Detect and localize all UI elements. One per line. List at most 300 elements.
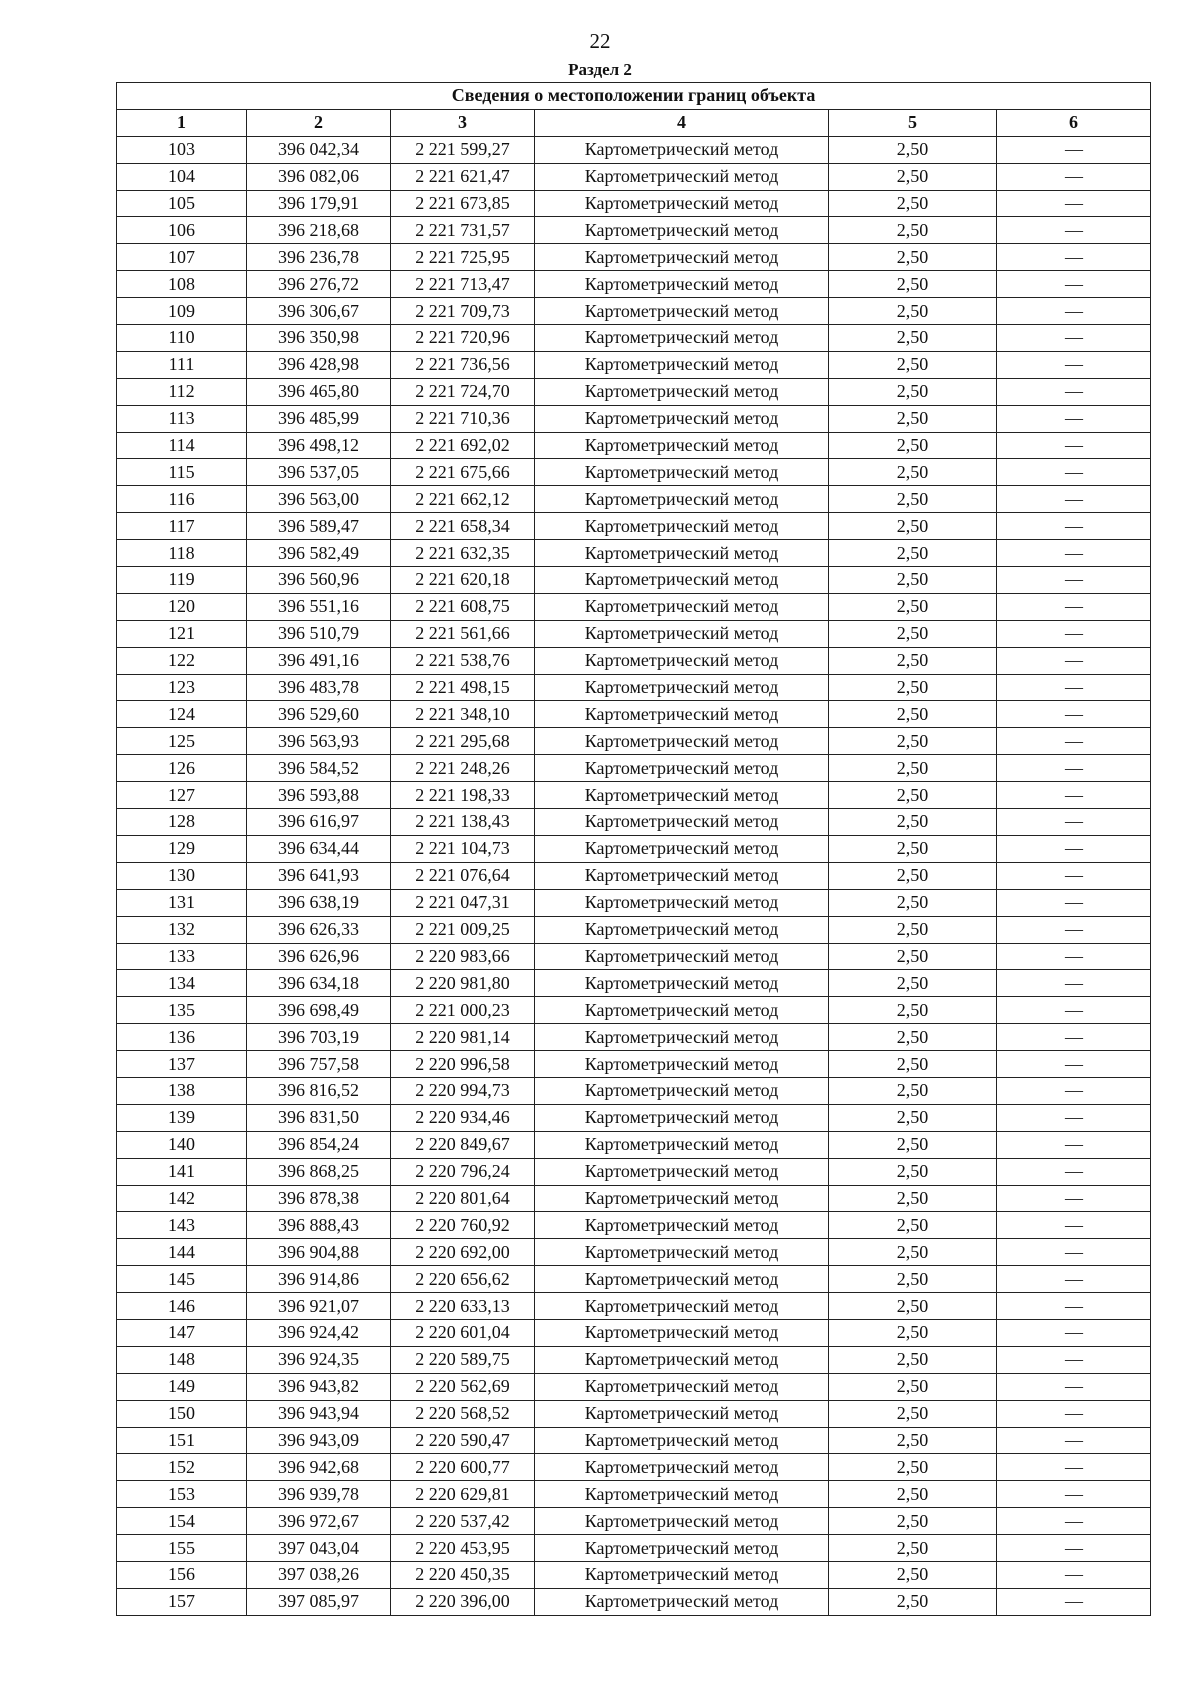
table-row	[117, 1051, 1151, 1078]
y-coordinate-cell: 2 220 983,66	[391, 943, 535, 970]
y-coordinate-cell: 2 221 198,33	[391, 782, 535, 809]
note-cell: —	[997, 1346, 1151, 1373]
method-cell: Картометрический метод	[535, 1077, 829, 1104]
y-coordinate-cell: 2 221 720,96	[391, 325, 535, 352]
y-coordinate-cell: 2 220 568,52	[391, 1400, 535, 1427]
x-coordinate-cell: 396 703,19	[247, 1024, 391, 1051]
accuracy-cell: 2,50	[829, 1508, 997, 1535]
note-cell: —	[997, 1588, 1151, 1615]
x-coordinate-cell: 396 904,88	[247, 1239, 391, 1266]
point-number-cell: 110	[117, 325, 247, 352]
point-number-cell: 134	[117, 970, 247, 997]
table-row	[117, 432, 1151, 459]
x-coordinate-cell: 396 510,79	[247, 620, 391, 647]
method-cell: Картометрический метод	[535, 1535, 829, 1562]
table-row	[117, 1077, 1151, 1104]
accuracy-cell: 2,50	[829, 835, 997, 862]
method-cell: Картометрический метод	[535, 567, 829, 594]
table-row	[117, 1588, 1151, 1615]
point-number-cell: 125	[117, 728, 247, 755]
note-cell: —	[997, 217, 1151, 244]
x-coordinate-cell: 397 085,97	[247, 1588, 391, 1615]
y-coordinate-cell: 2 220 396,00	[391, 1588, 535, 1615]
x-coordinate-cell: 396 560,96	[247, 567, 391, 594]
table-row	[117, 486, 1151, 513]
x-coordinate-cell: 396 626,96	[247, 943, 391, 970]
x-coordinate-cell: 396 943,82	[247, 1373, 391, 1400]
method-cell: Картометрический метод	[535, 1266, 829, 1293]
table-row	[117, 271, 1151, 298]
y-coordinate-cell: 2 221 047,31	[391, 889, 535, 916]
accuracy-cell: 2,50	[829, 298, 997, 325]
table-row	[117, 217, 1151, 244]
accuracy-cell: 2,50	[829, 1535, 997, 1562]
point-number-cell: 111	[117, 351, 247, 378]
x-coordinate-cell: 397 043,04	[247, 1535, 391, 1562]
column-number: 5	[829, 109, 997, 136]
method-cell: Картометрический метод	[535, 163, 829, 190]
x-coordinate-cell: 396 698,49	[247, 997, 391, 1024]
table-row	[117, 136, 1151, 163]
y-coordinate-cell: 2 221 538,76	[391, 647, 535, 674]
point-number-cell: 132	[117, 916, 247, 943]
table-row	[117, 351, 1151, 378]
accuracy-cell: 2,50	[829, 620, 997, 647]
table-row	[117, 674, 1151, 701]
table-row	[117, 1508, 1151, 1535]
table-row	[117, 1427, 1151, 1454]
page-number: 22	[589, 29, 611, 53]
x-coordinate-cell: 396 942,68	[247, 1454, 391, 1481]
point-number-cell: 147	[117, 1319, 247, 1346]
x-coordinate-cell: 396 306,67	[247, 298, 391, 325]
note-cell: —	[997, 1427, 1151, 1454]
table-row	[117, 755, 1151, 782]
accuracy-cell: 2,50	[829, 755, 997, 782]
table-row	[117, 1346, 1151, 1373]
table-row	[117, 728, 1151, 755]
section-title: Раздел 2	[568, 60, 632, 79]
table-row	[117, 325, 1151, 352]
table-row	[117, 459, 1151, 486]
table-row	[117, 997, 1151, 1024]
column-number: 4	[535, 109, 829, 136]
point-number-cell: 156	[117, 1561, 247, 1588]
y-coordinate-cell: 2 220 600,77	[391, 1454, 535, 1481]
method-cell: Картометрический метод	[535, 405, 829, 432]
accuracy-cell: 2,50	[829, 916, 997, 943]
note-cell: —	[997, 835, 1151, 862]
method-cell: Картометрический метод	[535, 647, 829, 674]
point-number-cell: 133	[117, 943, 247, 970]
accuracy-cell: 2,50	[829, 163, 997, 190]
accuracy-cell: 2,50	[829, 540, 997, 567]
note-cell: —	[997, 862, 1151, 889]
note-cell: —	[997, 889, 1151, 916]
note-cell: —	[997, 271, 1151, 298]
y-coordinate-cell: 2 221 498,15	[391, 674, 535, 701]
x-coordinate-cell: 396 634,44	[247, 835, 391, 862]
y-coordinate-cell: 2 220 633,13	[391, 1293, 535, 1320]
x-coordinate-cell: 396 537,05	[247, 459, 391, 486]
table-row	[117, 1373, 1151, 1400]
note-cell: —	[997, 755, 1151, 782]
table-row	[117, 1400, 1151, 1427]
note-cell: —	[997, 1481, 1151, 1508]
accuracy-cell: 2,50	[829, 1239, 997, 1266]
table-row	[117, 1535, 1151, 1562]
table-row	[117, 1481, 1151, 1508]
x-coordinate-cell: 396 593,88	[247, 782, 391, 809]
point-number-cell: 153	[117, 1481, 247, 1508]
table-row	[117, 1185, 1151, 1212]
note-cell: —	[997, 916, 1151, 943]
table-row	[117, 916, 1151, 943]
accuracy-cell: 2,50	[829, 1051, 997, 1078]
note-cell: —	[997, 620, 1151, 647]
accuracy-cell: 2,50	[829, 1319, 997, 1346]
point-number-cell: 107	[117, 244, 247, 271]
y-coordinate-cell: 2 221 724,70	[391, 378, 535, 405]
method-cell: Картометрический метод	[535, 1400, 829, 1427]
method-cell: Картометрический метод	[535, 728, 829, 755]
accuracy-cell: 2,50	[829, 1212, 997, 1239]
x-coordinate-cell: 396 582,49	[247, 540, 391, 567]
table-header	[117, 83, 1151, 137]
x-coordinate-cell: 396 831,50	[247, 1104, 391, 1131]
point-number-cell: 106	[117, 217, 247, 244]
point-number-cell: 154	[117, 1508, 247, 1535]
point-number-cell: 120	[117, 593, 247, 620]
y-coordinate-cell: 2 220 796,24	[391, 1158, 535, 1185]
table-row	[117, 943, 1151, 970]
table-row	[117, 701, 1151, 728]
note-cell: —	[997, 1051, 1151, 1078]
column-number: 3	[391, 109, 535, 136]
note-cell: —	[997, 432, 1151, 459]
x-coordinate-cell: 396 498,12	[247, 432, 391, 459]
method-cell: Картометрический метод	[535, 136, 829, 163]
y-coordinate-cell: 2 220 994,73	[391, 1077, 535, 1104]
note-cell: —	[997, 1077, 1151, 1104]
table-row	[117, 378, 1151, 405]
accuracy-cell: 2,50	[829, 1158, 997, 1185]
x-coordinate-cell: 396 626,33	[247, 916, 391, 943]
method-cell: Картометрический метод	[535, 1319, 829, 1346]
note-cell: —	[997, 674, 1151, 701]
note-cell: —	[997, 1454, 1151, 1481]
accuracy-cell: 2,50	[829, 1131, 997, 1158]
x-coordinate-cell: 396 179,91	[247, 190, 391, 217]
y-coordinate-cell: 2 221 736,56	[391, 351, 535, 378]
table-row	[117, 835, 1151, 862]
point-number-cell: 148	[117, 1346, 247, 1373]
point-number-cell: 146	[117, 1293, 247, 1320]
y-coordinate-cell: 2 221 248,26	[391, 755, 535, 782]
point-number-cell: 122	[117, 647, 247, 674]
x-coordinate-cell: 396 276,72	[247, 271, 391, 298]
method-cell: Картометрический метод	[535, 1104, 829, 1131]
note-cell: —	[997, 1561, 1151, 1588]
table-row	[117, 1239, 1151, 1266]
accuracy-cell: 2,50	[829, 728, 997, 755]
method-cell: Картометрический метод	[535, 1588, 829, 1615]
accuracy-cell: 2,50	[829, 862, 997, 889]
point-number-cell: 140	[117, 1131, 247, 1158]
point-number-cell: 137	[117, 1051, 247, 1078]
accuracy-cell: 2,50	[829, 459, 997, 486]
method-cell: Картометрический метод	[535, 1293, 829, 1320]
accuracy-cell: 2,50	[829, 1346, 997, 1373]
y-coordinate-cell: 2 220 760,92	[391, 1212, 535, 1239]
method-cell: Картометрический метод	[535, 674, 829, 701]
note-cell: —	[997, 325, 1151, 352]
note-cell: —	[997, 970, 1151, 997]
table-row	[117, 1104, 1151, 1131]
point-number-cell: 127	[117, 782, 247, 809]
y-coordinate-cell: 2 221 608,75	[391, 593, 535, 620]
method-cell: Картометрический метод	[535, 1024, 829, 1051]
point-number-cell: 151	[117, 1427, 247, 1454]
point-number-cell: 126	[117, 755, 247, 782]
accuracy-cell: 2,50	[829, 1561, 997, 1588]
method-cell: Картометрический метод	[535, 486, 829, 513]
method-cell: Картометрический метод	[535, 943, 829, 970]
x-coordinate-cell: 396 584,52	[247, 755, 391, 782]
y-coordinate-cell: 2 221 710,36	[391, 405, 535, 432]
y-coordinate-cell: 2 220 656,62	[391, 1266, 535, 1293]
method-cell: Картометрический метод	[535, 1373, 829, 1400]
accuracy-cell: 2,50	[829, 486, 997, 513]
y-coordinate-cell: 2 221 621,47	[391, 163, 535, 190]
x-coordinate-cell: 396 972,67	[247, 1508, 391, 1535]
accuracy-cell: 2,50	[829, 190, 997, 217]
table-caption: Сведения о местоположении границ объекта	[117, 83, 1151, 110]
accuracy-cell: 2,50	[829, 1293, 997, 1320]
point-number-cell: 116	[117, 486, 247, 513]
x-coordinate-cell: 396 563,00	[247, 486, 391, 513]
table-row	[117, 405, 1151, 432]
column-number: 6	[997, 109, 1151, 136]
method-cell: Картометрический метод	[535, 1212, 829, 1239]
x-coordinate-cell: 396 529,60	[247, 701, 391, 728]
y-coordinate-cell: 2 221 104,73	[391, 835, 535, 862]
point-number-cell: 136	[117, 1024, 247, 1051]
table-row	[117, 782, 1151, 809]
method-cell: Картометрический метод	[535, 378, 829, 405]
accuracy-cell: 2,50	[829, 809, 997, 836]
method-cell: Картометрический метод	[535, 755, 829, 782]
y-coordinate-cell: 2 220 589,75	[391, 1346, 535, 1373]
accuracy-cell: 2,50	[829, 1077, 997, 1104]
point-number-cell: 155	[117, 1535, 247, 1562]
x-coordinate-cell: 396 888,43	[247, 1212, 391, 1239]
accuracy-cell: 2,50	[829, 432, 997, 459]
table-row	[117, 620, 1151, 647]
y-coordinate-cell: 2 221 138,43	[391, 809, 535, 836]
table-row	[117, 809, 1151, 836]
table-row	[117, 298, 1151, 325]
method-cell: Картометрический метод	[535, 1427, 829, 1454]
table-row	[117, 244, 1151, 271]
note-cell: —	[997, 593, 1151, 620]
x-coordinate-cell: 396 641,93	[247, 862, 391, 889]
y-coordinate-cell: 2 220 629,81	[391, 1481, 535, 1508]
method-cell: Картометрический метод	[535, 1481, 829, 1508]
x-coordinate-cell: 396 082,06	[247, 163, 391, 190]
accuracy-cell: 2,50	[829, 943, 997, 970]
table-row	[117, 970, 1151, 997]
method-cell: Картометрический метод	[535, 862, 829, 889]
point-number-cell: 157	[117, 1588, 247, 1615]
accuracy-cell: 2,50	[829, 1024, 997, 1051]
accuracy-cell: 2,50	[829, 217, 997, 244]
x-coordinate-cell: 397 038,26	[247, 1561, 391, 1588]
method-cell: Картометрический метод	[535, 1239, 829, 1266]
note-cell: —	[997, 1131, 1151, 1158]
accuracy-cell: 2,50	[829, 593, 997, 620]
method-cell: Картометрический метод	[535, 351, 829, 378]
column-number: 1	[117, 109, 247, 136]
x-coordinate-cell: 396 943,09	[247, 1427, 391, 1454]
x-coordinate-cell: 396 868,25	[247, 1158, 391, 1185]
note-cell: —	[997, 1239, 1151, 1266]
table-row	[117, 1319, 1151, 1346]
method-cell: Картометрический метод	[535, 432, 829, 459]
column-number-row	[117, 109, 1151, 136]
note-cell: —	[997, 701, 1151, 728]
x-coordinate-cell: 396 878,38	[247, 1185, 391, 1212]
x-coordinate-cell: 396 816,52	[247, 1077, 391, 1104]
y-coordinate-cell: 2 220 562,69	[391, 1373, 535, 1400]
accuracy-cell: 2,50	[829, 271, 997, 298]
method-cell: Картометрический метод	[535, 889, 829, 916]
y-coordinate-cell: 2 221 675,66	[391, 459, 535, 486]
method-cell: Картометрический метод	[535, 593, 829, 620]
x-coordinate-cell: 396 485,99	[247, 405, 391, 432]
y-coordinate-cell: 2 221 709,73	[391, 298, 535, 325]
method-cell: Картометрический метод	[535, 1158, 829, 1185]
point-number-cell: 124	[117, 701, 247, 728]
method-cell: Картометрический метод	[535, 970, 829, 997]
note-cell: —	[997, 809, 1151, 836]
point-number-cell: 128	[117, 809, 247, 836]
x-coordinate-cell: 396 939,78	[247, 1481, 391, 1508]
method-cell: Картометрический метод	[535, 835, 829, 862]
point-number-cell: 142	[117, 1185, 247, 1212]
point-number-cell: 144	[117, 1239, 247, 1266]
note-cell: —	[997, 1158, 1151, 1185]
table-row	[117, 1454, 1151, 1481]
point-number-cell: 108	[117, 271, 247, 298]
method-cell: Картометрический метод	[535, 298, 829, 325]
point-number-cell: 130	[117, 862, 247, 889]
point-number-cell: 109	[117, 298, 247, 325]
point-number-cell: 149	[117, 1373, 247, 1400]
x-coordinate-cell: 396 757,58	[247, 1051, 391, 1078]
table-row	[117, 1024, 1151, 1051]
note-cell: —	[997, 1024, 1151, 1051]
note-cell: —	[997, 244, 1151, 271]
point-number-cell: 141	[117, 1158, 247, 1185]
y-coordinate-cell: 2 221 632,35	[391, 540, 535, 567]
point-number-cell: 103	[117, 136, 247, 163]
table-row	[117, 567, 1151, 594]
note-cell: —	[997, 997, 1151, 1024]
method-cell: Картометрический метод	[535, 916, 829, 943]
column-number: 2	[247, 109, 391, 136]
accuracy-cell: 2,50	[829, 325, 997, 352]
accuracy-cell: 2,50	[829, 244, 997, 271]
method-cell: Картометрический метод	[535, 1051, 829, 1078]
note-cell: —	[997, 1266, 1151, 1293]
point-number-cell: 119	[117, 567, 247, 594]
point-number-cell: 118	[117, 540, 247, 567]
y-coordinate-cell: 2 221 620,18	[391, 567, 535, 594]
x-coordinate-cell: 396 236,78	[247, 244, 391, 271]
accuracy-cell: 2,50	[829, 378, 997, 405]
table-row	[117, 1293, 1151, 1320]
note-cell: —	[997, 459, 1151, 486]
accuracy-cell: 2,50	[829, 513, 997, 540]
x-coordinate-cell: 396 589,47	[247, 513, 391, 540]
point-number-cell: 115	[117, 459, 247, 486]
y-coordinate-cell: 2 221 725,95	[391, 244, 535, 271]
x-coordinate-cell: 396 563,93	[247, 728, 391, 755]
note-cell: —	[997, 728, 1151, 755]
point-number-cell: 113	[117, 405, 247, 432]
accuracy-cell: 2,50	[829, 701, 997, 728]
point-number-cell: 150	[117, 1400, 247, 1427]
method-cell: Картометрический метод	[535, 1131, 829, 1158]
note-cell: —	[997, 486, 1151, 513]
y-coordinate-cell: 2 220 849,67	[391, 1131, 535, 1158]
note-cell: —	[997, 540, 1151, 567]
x-coordinate-cell: 396 350,98	[247, 325, 391, 352]
accuracy-cell: 2,50	[829, 674, 997, 701]
table-row	[117, 647, 1151, 674]
accuracy-cell: 2,50	[829, 405, 997, 432]
x-coordinate-cell: 396 924,42	[247, 1319, 391, 1346]
y-coordinate-cell: 2 220 692,00	[391, 1239, 535, 1266]
method-cell: Картометрический метод	[535, 271, 829, 298]
y-coordinate-cell: 2 220 537,42	[391, 1508, 535, 1535]
accuracy-cell: 2,50	[829, 1427, 997, 1454]
table-row	[117, 513, 1151, 540]
note-cell: —	[997, 1373, 1151, 1400]
x-coordinate-cell: 396 943,94	[247, 1400, 391, 1427]
caption-row	[117, 83, 1151, 110]
y-coordinate-cell: 2 221 731,57	[391, 217, 535, 244]
note-cell: —	[997, 1293, 1151, 1320]
y-coordinate-cell: 2 220 996,58	[391, 1051, 535, 1078]
method-cell: Картометрический метод	[535, 1185, 829, 1212]
point-number-cell: 121	[117, 620, 247, 647]
method-cell: Картометрический метод	[535, 809, 829, 836]
y-coordinate-cell: 2 220 981,14	[391, 1024, 535, 1051]
accuracy-cell: 2,50	[829, 351, 997, 378]
note-cell: —	[997, 1400, 1151, 1427]
point-number-cell: 152	[117, 1454, 247, 1481]
point-number-cell: 135	[117, 997, 247, 1024]
accuracy-cell: 2,50	[829, 136, 997, 163]
y-coordinate-cell: 2 220 590,47	[391, 1427, 535, 1454]
method-cell: Картометрический метод	[535, 513, 829, 540]
y-coordinate-cell: 2 220 801,64	[391, 1185, 535, 1212]
y-coordinate-cell: 2 221 076,64	[391, 862, 535, 889]
accuracy-cell: 2,50	[829, 1266, 997, 1293]
point-number-cell: 145	[117, 1266, 247, 1293]
